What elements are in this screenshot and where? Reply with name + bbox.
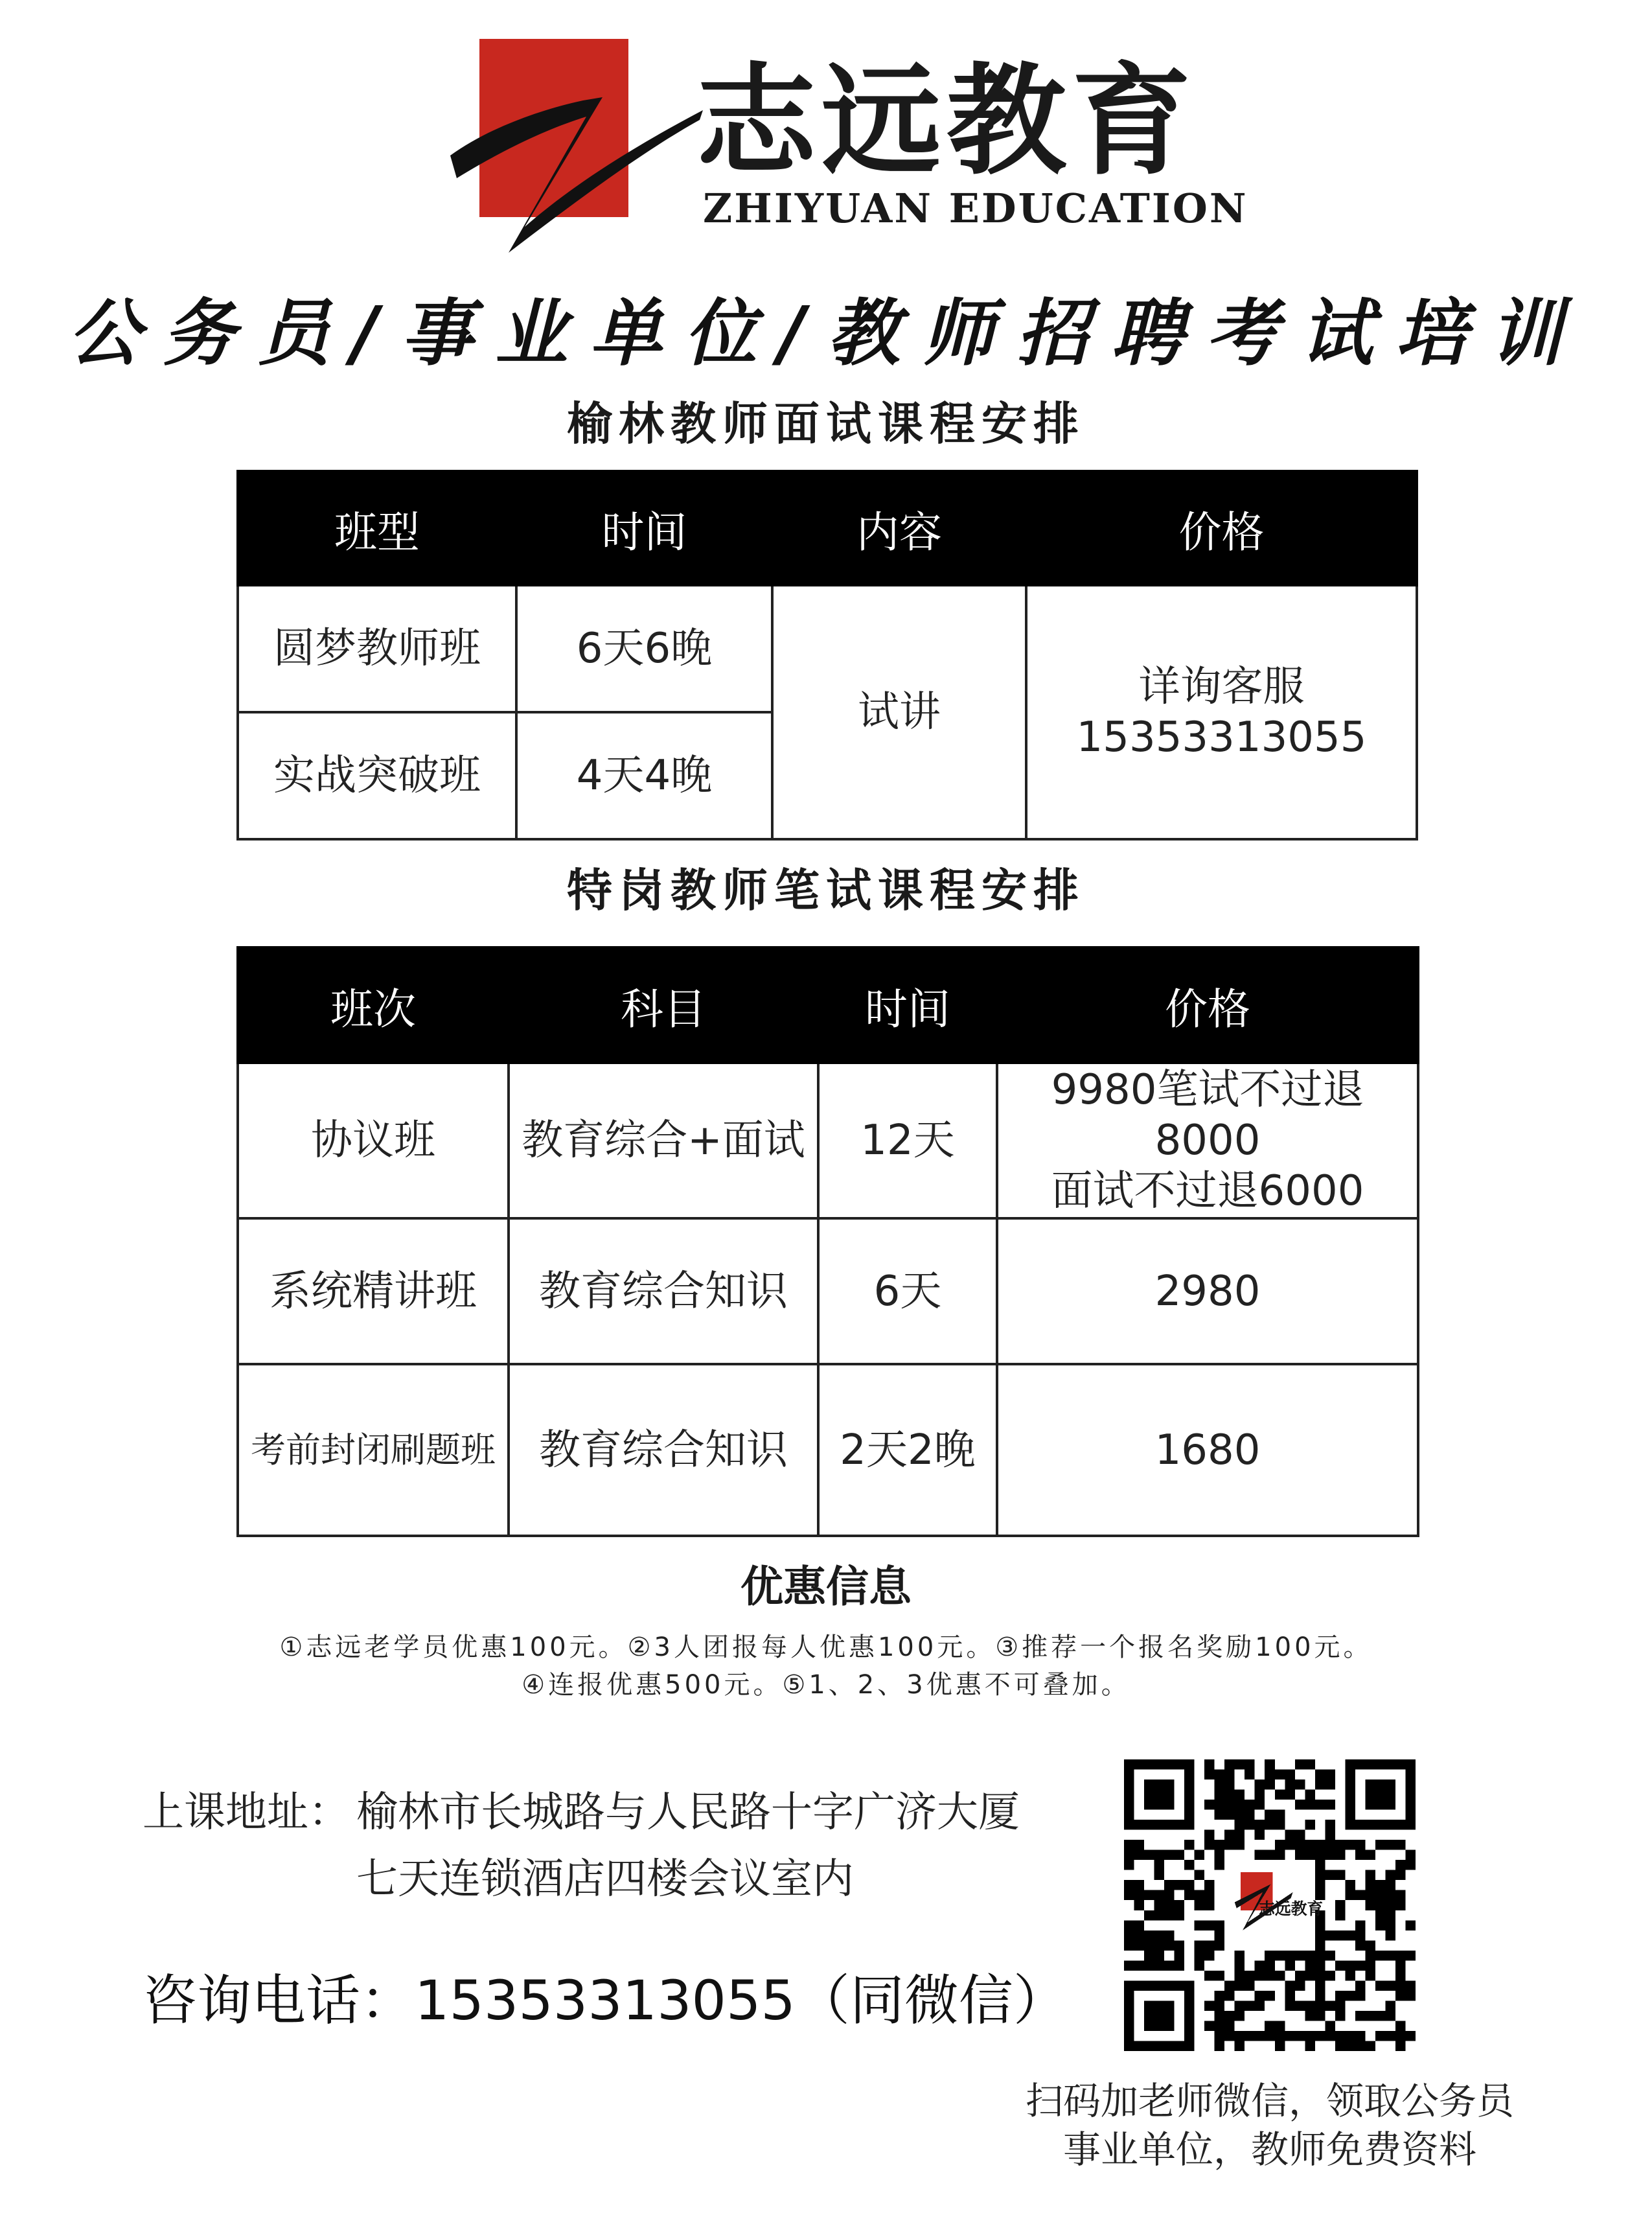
qr-center-logo — [1230, 1865, 1323, 1945]
header-time: 时间 — [516, 471, 772, 585]
class-name-cell: 圆梦教师班 — [238, 585, 516, 712]
qr-caption-line-1: 扫码加老师微信，领取公务员 — [1025, 2079, 1514, 2123]
header-class: 班次 — [238, 947, 509, 1063]
time-cell: 2天2晚 — [818, 1364, 997, 1536]
class-name-cell: 考前封闭刷题班 — [238, 1364, 509, 1536]
price-cell — [997, 1218, 1418, 1364]
price-line-1: 1680 — [1154, 1426, 1261, 1474]
price-line-1: 详询客服 — [1138, 662, 1305, 711]
table-row — [238, 1063, 1418, 1218]
header-price: 价格 — [1026, 471, 1417, 585]
wechat-qr-code[interactable] — [1124, 1759, 1416, 2051]
table-row — [238, 1218, 1418, 1364]
slogan: 公务员/事业单位/教师招聘考试培训 — [68, 292, 1584, 376]
address-label: 上课地址： — [143, 1789, 350, 1837]
phone-label: 咨询电话： — [143, 1969, 415, 2032]
written-schedule-title: 特岗教师笔试课程安排 — [567, 864, 1085, 917]
qr-logo-text: 志远教育 — [1258, 1899, 1324, 1918]
address-line-2: 七天连锁酒店四楼会议室内 — [356, 1855, 854, 1903]
time-cell: 6天6晚 — [516, 585, 772, 712]
header-price: 价格 — [997, 947, 1418, 1063]
price-cell — [997, 1063, 1418, 1218]
promo-title: 优惠信息 — [740, 1562, 912, 1612]
address-line-1: 榆林市长城路与人民路十字广济大厦 — [356, 1789, 1020, 1837]
phone-number: 15353313055（同微信） — [415, 1969, 1068, 2032]
brand-name: 志远教育 — [696, 51, 1197, 191]
interview-schedule-title: 榆林教师面试课程安排 — [567, 397, 1085, 450]
content-cell: 试讲 — [772, 585, 1026, 839]
time-cell: 12天 — [818, 1063, 997, 1218]
subject-cell: 教育综合知识 — [509, 1364, 818, 1536]
header-subject: 科目 — [509, 947, 818, 1063]
price-line-1: 9980笔试不过退8000 — [1051, 1066, 1364, 1165]
price-line-2: 面试不过退6000 — [1051, 1167, 1364, 1216]
promo-line-1: ①志远老学员优惠100元。②3人团报每人优惠100元。③推荐一个报名奖励100元。 — [279, 1632, 1373, 1662]
table-header-row — [238, 947, 1418, 1063]
logo-z-mark — [447, 32, 706, 253]
header-content: 内容 — [772, 471, 1026, 585]
class-name-cell: 系统精讲班 — [238, 1218, 509, 1364]
interview-schedule-table — [236, 470, 1418, 841]
brand-name-english: ZHIYUAN EDUCATION — [703, 185, 1248, 232]
time-cell: 6天 — [818, 1218, 997, 1364]
subject-cell: 教育综合+面试 — [509, 1063, 818, 1218]
table-header-row — [238, 471, 1417, 585]
table-row — [238, 1364, 1418, 1536]
price-phone: 15353313055 — [1076, 713, 1367, 761]
written-schedule-table — [236, 946, 1419, 1537]
price-line-1: 2980 — [1154, 1267, 1261, 1316]
class-name-cell: 协议班 — [238, 1063, 509, 1218]
table-row — [238, 585, 1417, 712]
subject-cell: 教育综合知识 — [509, 1218, 818, 1364]
header-time: 时间 — [818, 947, 997, 1063]
price-cell — [1026, 585, 1417, 839]
class-name-cell: 实战突破班 — [238, 712, 516, 839]
header-class-type: 班型 — [238, 471, 516, 585]
time-cell: 4天4晚 — [516, 712, 772, 839]
promo-line-2: ④连报优惠500元。⑤1、2、3优惠不可叠加。 — [522, 1670, 1130, 1700]
qr-caption-line-2: 事业单位，教师免费资料 — [1062, 2127, 1476, 2172]
price-cell — [997, 1364, 1418, 1536]
